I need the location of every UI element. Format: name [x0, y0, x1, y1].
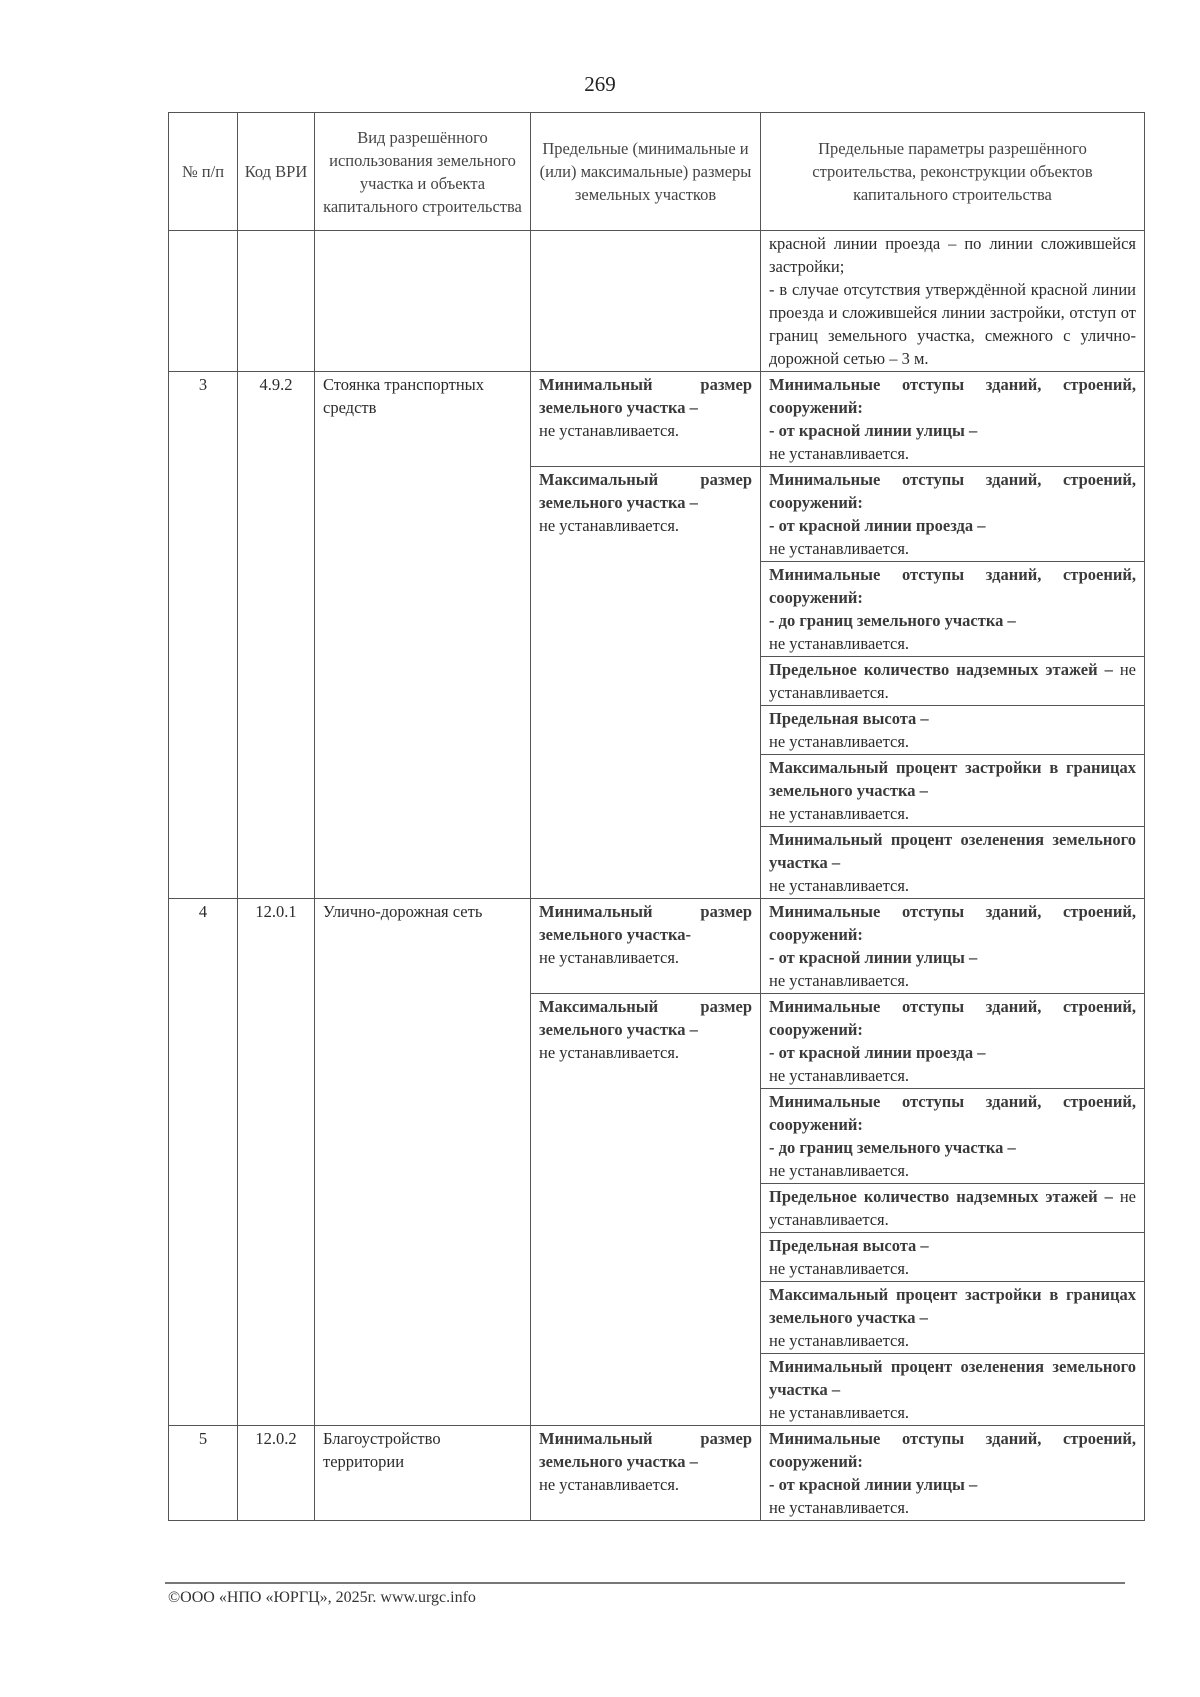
param-value: не устанавливается. — [769, 804, 910, 823]
min-size-cell — [531, 372, 761, 467]
max-size-cell — [531, 467, 761, 899]
param-cell — [761, 1354, 1145, 1426]
max-size-cell — [531, 994, 761, 1426]
min-size-value: не устанавливается. — [539, 1475, 680, 1494]
header-row — [169, 113, 1145, 231]
param-title: Минимальные отступы зданий, строений, сооружений: — [769, 375, 1136, 417]
max-size-title: Максимальный размер земельного участка – — [539, 997, 752, 1039]
row-use-name: Благоустройство территории — [315, 1426, 531, 1521]
param-value: не устанавливается. — [769, 1498, 910, 1517]
param-value: не устанавливается. — [769, 1259, 910, 1278]
param-subtitle: - до границ земельного участка – — [769, 1138, 1016, 1157]
param-value: не устанавливается. — [769, 876, 910, 895]
row-use-name: Стоянка транспортных средств — [315, 372, 531, 899]
header-code: Код ВРИ — [238, 113, 315, 231]
param-cell — [761, 562, 1145, 657]
header-num: № п/п — [169, 113, 238, 231]
header-size: Предельные (минимальные и (или) максимальные) размеры земельных участков — [531, 113, 761, 231]
param-title: Минимальные отступы зданий, строений, сооружений: — [769, 565, 1136, 607]
param-cell — [761, 1426, 1145, 1521]
min-size-title: Минимальный размер земельного участка – — [539, 1429, 752, 1471]
footer-divider — [165, 1582, 1125, 1584]
param-cell — [761, 1089, 1145, 1184]
param-cell — [761, 1184, 1145, 1233]
continuation-row — [169, 231, 1145, 372]
page-number: 269 — [584, 72, 616, 96]
param-cell — [761, 706, 1145, 755]
table-row — [169, 372, 1145, 467]
param-subtitle: - от красной линии улицы – — [769, 1475, 978, 1494]
max-size-title: Максимальный размер земельного участка – — [539, 470, 752, 512]
param-title: Предельная высота – — [769, 1236, 929, 1255]
param-value: не устанавливается. — [769, 1066, 910, 1085]
param-title: Минимальные отступы зданий, строений, сооружений: — [769, 1429, 1136, 1471]
param-value: не устанавливается. — [769, 1187, 1136, 1229]
param-title: Максимальный процент застройки в границах земельного участка – — [769, 1285, 1136, 1327]
param-cell — [761, 1282, 1145, 1354]
param-cell — [761, 372, 1145, 467]
param-cell — [761, 657, 1145, 706]
header-params: Предельные параметры разрешённого строительства, реконструкции объектов капитального строительства — [761, 113, 1145, 231]
row-use-name: Улично-дорожная сеть — [315, 899, 531, 1426]
param-subtitle: - от красной линии улицы – — [769, 421, 978, 440]
row-code: 4.9.2 — [238, 372, 315, 899]
param-cell — [761, 899, 1145, 994]
param-title: Предельное количество надземных этажей – — [769, 1187, 1113, 1206]
param-title: Минимальные отступы зданий, строений, сооружений: — [769, 1092, 1136, 1134]
param-title: Минимальные отступы зданий, строений, сооружений: — [769, 902, 1136, 944]
param-value: не устанавливается. — [769, 444, 910, 463]
param-value: не устанавливается. — [769, 971, 910, 990]
min-size-cell — [531, 1426, 761, 1521]
table-row — [169, 899, 1145, 994]
table-body — [169, 231, 1145, 1521]
param-cell — [761, 994, 1145, 1089]
row-number: 5 — [169, 1426, 238, 1521]
row-code: 12.0.1 — [238, 899, 315, 1426]
min-size-value: не устанавливается. — [539, 948, 680, 967]
min-size-cell — [531, 899, 761, 994]
min-size-value: не устанавливается. — [539, 421, 680, 440]
param-cell — [761, 467, 1145, 562]
continuation-cell: красной линии проезда – по линии сложившейся застройки; - в случае отсутствия утверждённой красной линии проезда и сложившейся линии застройки, отступ от границ земельного участка, смежного с улично-дорожной сетью – 3 м. — [761, 231, 1145, 372]
param-value: не устанавливается. — [769, 1161, 910, 1180]
param-cell — [761, 1233, 1145, 1282]
param-value: не устанавливается. — [769, 732, 910, 751]
min-size-title: Минимальный размер земельного участка- — [539, 902, 752, 944]
regulations-table — [168, 112, 1145, 1521]
param-title: Минимальный процент озеленения земельного участка – — [769, 1357, 1136, 1399]
param-value: не устанавливается. — [769, 1331, 910, 1350]
param-subtitle: - до границ земельного участка – — [769, 611, 1016, 630]
param-cell — [761, 827, 1145, 899]
param-value: не устанавливается. — [769, 539, 910, 558]
param-cell — [761, 755, 1145, 827]
max-size-value: не устанавливается. — [539, 516, 680, 535]
param-subtitle: - от красной линии проезда – — [769, 1043, 986, 1062]
param-value: не устанавливается. — [769, 660, 1136, 702]
row-number: 4 — [169, 899, 238, 1426]
table-row — [169, 1426, 1145, 1521]
param-value: не устанавливается. — [769, 634, 910, 653]
min-size-title: Минимальный размер земельного участка – — [539, 375, 752, 417]
param-title: Максимальный процент застройки в границах земельного участка – — [769, 758, 1136, 800]
row-code: 12.0.2 — [238, 1426, 315, 1521]
param-title: Минимальные отступы зданий, строений, сооружений: — [769, 997, 1136, 1039]
param-title: Предельная высота – — [769, 709, 929, 728]
footer-copyright: ©ООО «НПО «ЮРГЦ», 2025г. www.urgc.info — [168, 1589, 476, 1606]
max-size-value: не устанавливается. — [539, 1043, 680, 1062]
param-title: Предельное количество надземных этажей – — [769, 660, 1113, 679]
param-title: Минимальные отступы зданий, строений, сооружений: — [769, 470, 1136, 512]
row-number: 3 — [169, 372, 238, 899]
param-subtitle: - от красной линии улицы – — [769, 948, 978, 967]
param-subtitle: - от красной линии проезда – — [769, 516, 986, 535]
param-value: не устанавливается. — [769, 1403, 910, 1422]
header-use: Вид разрешённого использования земельного участка и объекта капитального строительства — [315, 113, 531, 231]
param-title: Минимальный процент озеленения земельного участка – — [769, 830, 1136, 872]
